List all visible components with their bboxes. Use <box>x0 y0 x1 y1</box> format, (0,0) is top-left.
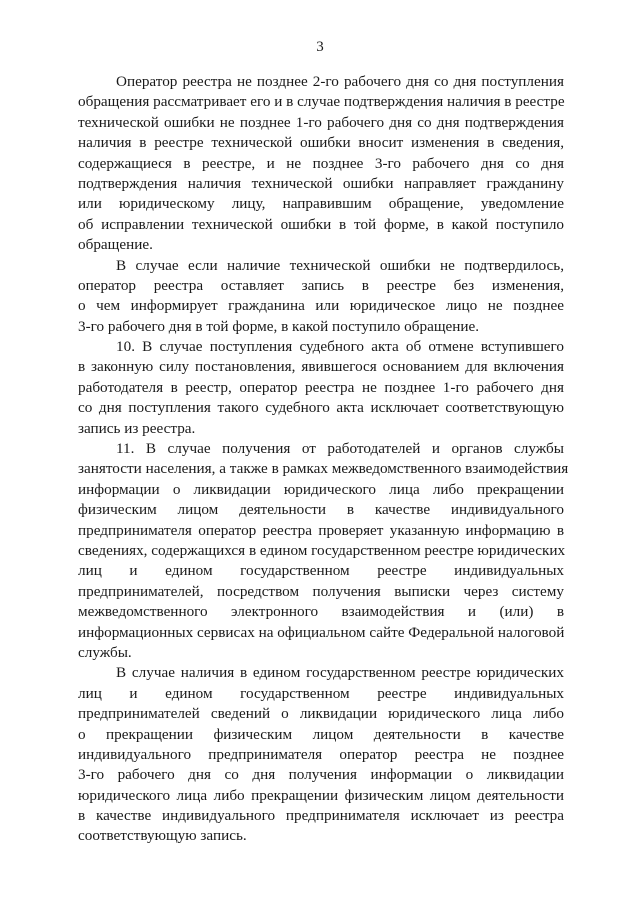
text-line: о прекращении физическим лицом деятельности в качестве <box>78 725 564 743</box>
text-line: лиц и едином государственном реестре индивидуальных <box>78 562 564 580</box>
text-line: Оператор реестра не позднее 2-го рабочего дня со дня поступления <box>116 73 564 90</box>
text-line: со дня поступления такого судебного акта исключает соответствующую <box>78 399 564 417</box>
text-line: 3-го рабочего дня со дня получения информации о ликвидации <box>78 766 564 784</box>
text-line: в качестве индивидуального предпринимателя исключает из реестра <box>78 807 564 825</box>
text-line: 3-го рабочего дня в той форме, в какой поступило обращение. <box>78 317 480 335</box>
text-line: лиц и едином государственном реестре индивидуальных <box>78 684 564 702</box>
text-line: информационных сервисах на официальном сайте Федеральной налоговой <box>78 623 565 641</box>
text-line: В случае если наличие технической ошибки не подтвердилось, <box>116 256 564 274</box>
text-line: обращения рассматривает его и в случае подтверждения наличия в реестре <box>78 93 565 111</box>
text-line: занятости населения, а также в рамках межведомственного взаимодействия <box>78 460 569 478</box>
text-line: в законную силу постановления, явившегося основанием для включения <box>78 358 564 376</box>
text-line: технической ошибки не позднее 1-го рабочего дня со дня подтверждения <box>78 113 564 131</box>
text-line: или юридическому лицу, направившим обращение, уведомление <box>78 195 564 213</box>
paragraph-item-11 <box>78 439 569 663</box>
text-line: 11. В случае получения от работодателей и органов службы <box>116 440 564 458</box>
document-body <box>78 72 569 847</box>
text-line: информации о ликвидации юридического лица либо прекращении <box>78 480 564 498</box>
text-line: оператор реестра оставляет запись в реестре без изменения, <box>78 276 564 294</box>
text-line: межведомственного электронного взаимодействия и (или) в <box>78 603 564 621</box>
text-line: работодателя в реестр, оператор реестра не позднее 1-го рабочего дня <box>78 378 564 396</box>
text-line: 10. В случае поступления судебного акта об отмене вступившего <box>116 338 564 356</box>
text-line: наличия в реестре технической ошибки вносит изменения в сведения, <box>78 134 564 152</box>
paragraph-item-10 <box>78 337 564 439</box>
text-line: сведениях, содержащихся в едином государственном реестре юридических <box>78 541 566 559</box>
paragraph-error-not-confirmed <box>78 256 564 338</box>
paragraph-liquidation-exclusion <box>78 663 564 847</box>
paragraph-operator-review <box>78 72 564 256</box>
text-line: об исправлении технической ошибки в той форме, в какой поступило <box>78 215 564 233</box>
text-line: предпринимателя оператор реестра проверяет указанную информацию в <box>78 521 564 539</box>
text-line: запись из реестра. <box>78 419 196 437</box>
text-line: службы. <box>78 643 132 661</box>
text-line: соответствующую запись. <box>78 827 247 845</box>
text-line: В случае наличия в едином государственном реестре юридических <box>116 664 564 682</box>
text-line: индивидуального предпринимателя оператор реестра не позднее <box>78 745 564 763</box>
text-line: подтверждения наличия технической ошибки направляет гражданину <box>78 174 564 192</box>
text-line: о чем информирует гражданина или юридическое лицо не позднее <box>78 297 564 315</box>
text-line: предпринимателей, посредством получения выписки через систему <box>78 582 564 600</box>
text-line: физическим лицом деятельности в качестве индивидуального <box>78 501 564 519</box>
text-line: обращение. <box>78 236 153 254</box>
page-number: 3 <box>316 39 324 55</box>
text-line: юридического лица либо прекращении физическим лицом деятельности <box>78 786 564 804</box>
text-line: предпринимателей сведений о ликвидации юридического лица либо <box>78 705 564 723</box>
text-line: содержащиеся в реестре, и не позднее 3-го рабочего дня со дня <box>78 154 564 172</box>
